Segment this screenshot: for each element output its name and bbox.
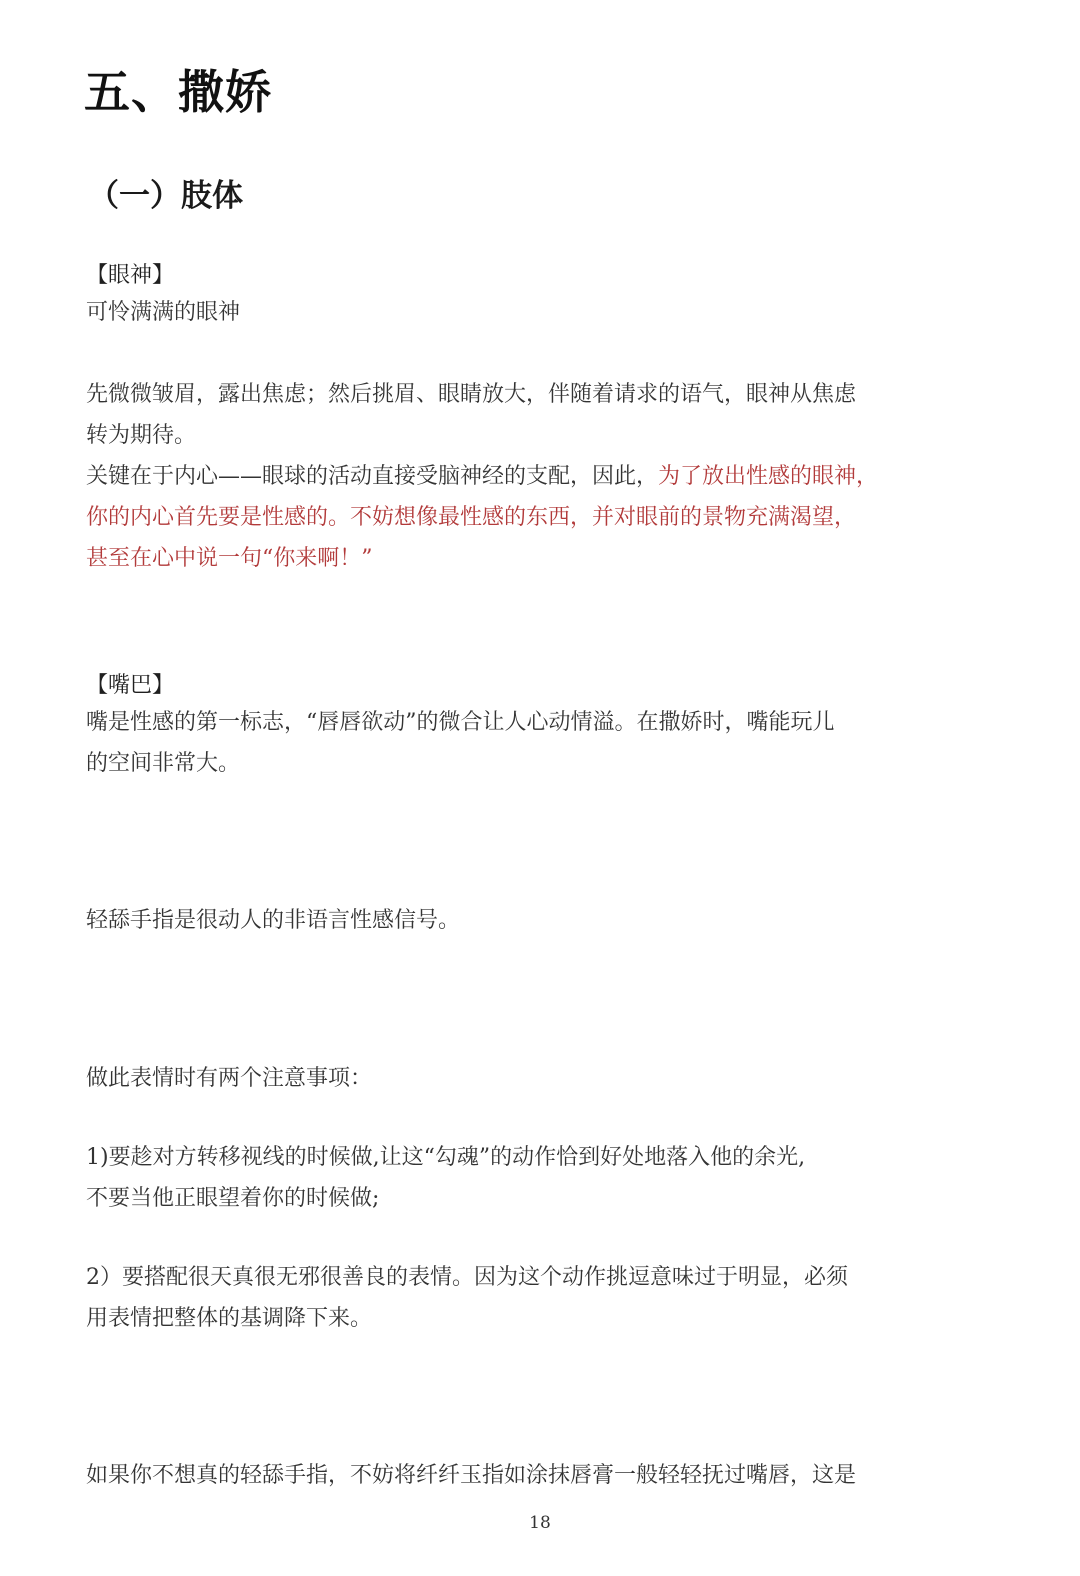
- eyes-paragraph-2-emphasis-line-2: 你的内心首先要是性感的。不妨想像最性感的东西，并对眼前的景物充满渴望，: [86, 505, 857, 530]
- note-2-line-1: 2）要搭配很天真很无邪很善良的表情。因为这个动作挑逗意味过于明显，必须: [86, 1265, 848, 1290]
- note-2-line-2: 用表情把整体的基调降下来。: [86, 1306, 373, 1331]
- eyes-subtitle: 可怜满满的眼神: [86, 300, 241, 325]
- mouth-paragraph-1-line-2: 的空间非常大。: [86, 751, 241, 776]
- note-1-line-1: 1)要趁对方转移视线的时候做,让这“勾魂”的动作恰到好处地落入他的余光,: [86, 1145, 806, 1170]
- eyes-paragraph-1-line-2: 转为期待。: [86, 423, 197, 448]
- eyes-paragraph-1-line-1: 先微微皱眉，露出焦虑；然后挑眉、眼睛放大，伴随着请求的语气，眼神从焦虑: [86, 382, 857, 407]
- mouth-label: 【嘴巴】: [86, 673, 175, 698]
- final-paragraph: 如果你不想真的轻舔手指，不妨将纤纤玉指如涂抹唇膏一般轻轻抚过嘴唇，这是: [86, 1463, 857, 1488]
- note-1: [86, 1137, 986, 1219]
- eyes-paragraph-1: [86, 374, 986, 456]
- page-number: 18: [529, 1513, 551, 1533]
- page-title: 五、撒娇: [84, 65, 272, 119]
- eyes-paragraph-2-normal: 关键在于内心——眼球的活动直接受脑神经的支配，因此，: [86, 464, 659, 489]
- notes-intro: 做此表情时有两个注意事项：: [86, 1066, 373, 1091]
- note-1-line-2: 不要当他正眼望着你的时候做;: [86, 1186, 380, 1211]
- eyes-paragraph-2-emphasis: 为了放出性感的眼神，: [658, 464, 879, 489]
- eyes-label: 【眼神】: [86, 263, 175, 288]
- section-heading: （一）肢体: [88, 178, 243, 214]
- mouth-paragraph-2: 轻舔手指是很动人的非语言性感信号。: [86, 908, 461, 933]
- note-2: [86, 1257, 986, 1339]
- eyes-paragraph-2-line-1: [86, 456, 986, 497]
- eyes-paragraph-2: [86, 456, 986, 579]
- eyes-paragraph-2-emphasis-line-3: 甚至在心中说一句“你来啊！”: [86, 546, 373, 571]
- mouth-paragraph-1-line-1: 嘴是性感的第一标志，“唇唇欲动”的微合让人心动情溢。在撒娇时，嘴能玩儿: [86, 710, 835, 735]
- mouth-paragraph-1: [86, 702, 986, 784]
